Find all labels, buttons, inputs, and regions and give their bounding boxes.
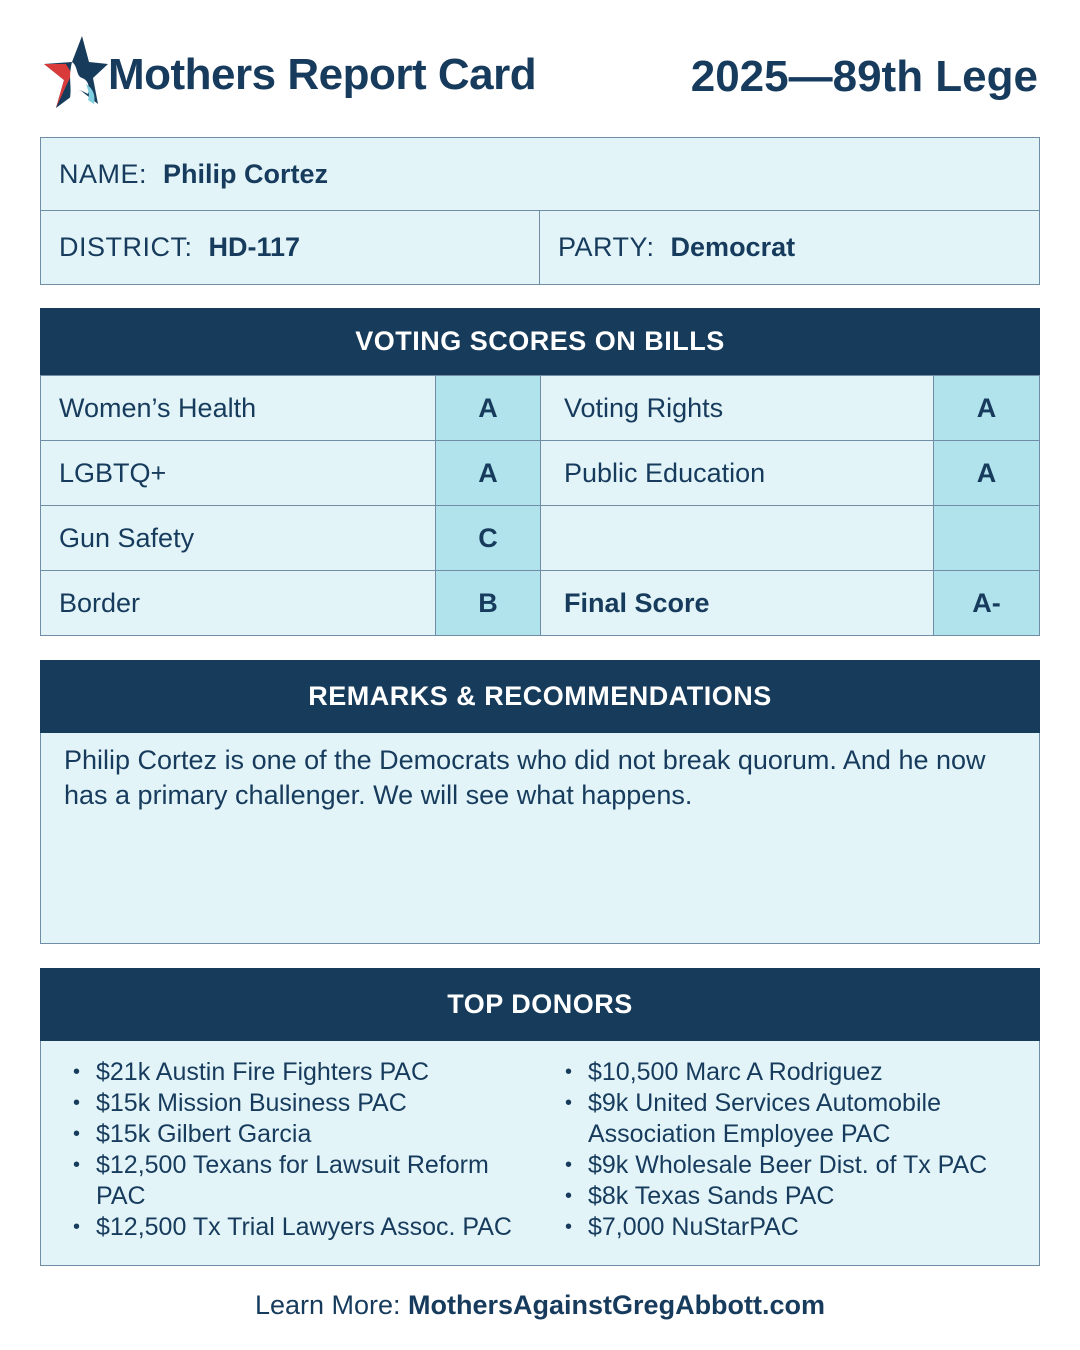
bullet-icon: • [565, 1216, 573, 1238]
donor-text: $12,500 Texans for Lawsuit Reform PAC [96, 1151, 489, 1210]
party-cell [540, 211, 1039, 284]
footer-prefix: Learn More: [254, 1290, 401, 1320]
remarks-text: Philip Cortez is one of the Democrats who did not break quorum. And he now has a primary challenger. We will see what happens. [40, 733, 1040, 944]
score-row [41, 375, 1039, 440]
brand-title: Mothers Report Card [108, 50, 537, 99]
list-item [561, 1057, 1031, 1088]
bill-grade: A [934, 441, 1039, 505]
bill-grade [934, 506, 1039, 570]
bullet-icon: • [565, 1092, 573, 1114]
list-item [69, 1057, 539, 1088]
list-item [561, 1088, 1031, 1150]
party-label: PARTY: [558, 232, 655, 262]
district-value: HD-117 [208, 232, 301, 262]
list-item [561, 1181, 1031, 1212]
donor-text: $15k Gilbert Garcia [96, 1120, 312, 1148]
bill-category: Public Education [541, 441, 934, 505]
name-label: NAME: [59, 158, 148, 189]
remarks-header: REMARKS & RECOMMENDATIONS [40, 660, 1040, 733]
bullet-icon: • [73, 1092, 81, 1114]
bill-category: Voting Rights [541, 376, 934, 440]
score-row [41, 440, 1039, 505]
donors-column-left [69, 1057, 539, 1243]
bullet-icon: • [73, 1216, 81, 1238]
donors-column-right [561, 1057, 1031, 1243]
donor-text: $8k Texas Sands PAC [588, 1182, 835, 1210]
name-row [41, 138, 1039, 211]
top-donors-header: TOP DONORS [40, 968, 1040, 1041]
bullet-icon: • [565, 1154, 573, 1176]
list-item [561, 1150, 1031, 1181]
top-donors-list [40, 1041, 1040, 1266]
header [0, 0, 1080, 125]
donor-text: $9k Wholesale Beer Dist. of Tx PAC [588, 1151, 988, 1179]
bill-category: Women’s Health [41, 376, 436, 440]
donor-text: $9k United Services Automobile Association Employee PAC [588, 1089, 941, 1148]
bullet-icon: • [73, 1123, 81, 1145]
bill-category: Border [41, 571, 436, 635]
score-row [41, 505, 1039, 570]
bullet-icon: • [73, 1154, 81, 1176]
list-item [69, 1088, 539, 1119]
bill-category: LGBTQ+ [41, 441, 436, 505]
bullet-icon: • [565, 1185, 573, 1207]
list-item [69, 1150, 539, 1212]
donor-text: $12,500 Tx Trial Lawyers Assoc. PAC [96, 1213, 512, 1241]
session-title: 2025—89th Lege [690, 52, 1038, 101]
donor-text: $21k Austin Fire Fighters PAC [96, 1058, 430, 1086]
final-score-grade: A- [934, 571, 1039, 635]
score-row [41, 570, 1039, 635]
bullet-icon: • [73, 1061, 81, 1083]
district-party-row [41, 211, 1039, 284]
name-value: Philip Cortez [163, 158, 329, 189]
website-link[interactable]: MothersAgainstGregAbbott.com [408, 1290, 826, 1320]
bill-grade: B [436, 571, 541, 635]
legislator-info [40, 137, 1040, 285]
bill-grade: A [436, 441, 541, 505]
list-item [69, 1212, 539, 1243]
donor-text: $7,000 NuStarPAC [588, 1213, 799, 1241]
party-value: Democrat [670, 232, 796, 262]
footer [0, 1290, 1080, 1321]
district-label: DISTRICT: [59, 232, 193, 262]
bullet-icon: • [565, 1061, 573, 1083]
bill-grade: A [934, 376, 1039, 440]
bill-grade: A [436, 376, 541, 440]
donor-text: $10,500 Marc A Rodriguez [588, 1058, 883, 1086]
district-cell [41, 211, 540, 284]
voting-scores-table [40, 375, 1040, 636]
bill-category [541, 506, 934, 570]
final-score-label: Final Score [541, 571, 934, 635]
list-item [561, 1212, 1031, 1243]
voting-scores-header: VOTING SCORES ON BILLS [40, 308, 1040, 375]
donor-text: $15k Mission Business PAC [96, 1089, 407, 1117]
bill-grade: C [436, 506, 541, 570]
list-item [69, 1119, 539, 1150]
bill-category: Gun Safety [41, 506, 436, 570]
star-silhouette-logo-icon [42, 34, 110, 110]
